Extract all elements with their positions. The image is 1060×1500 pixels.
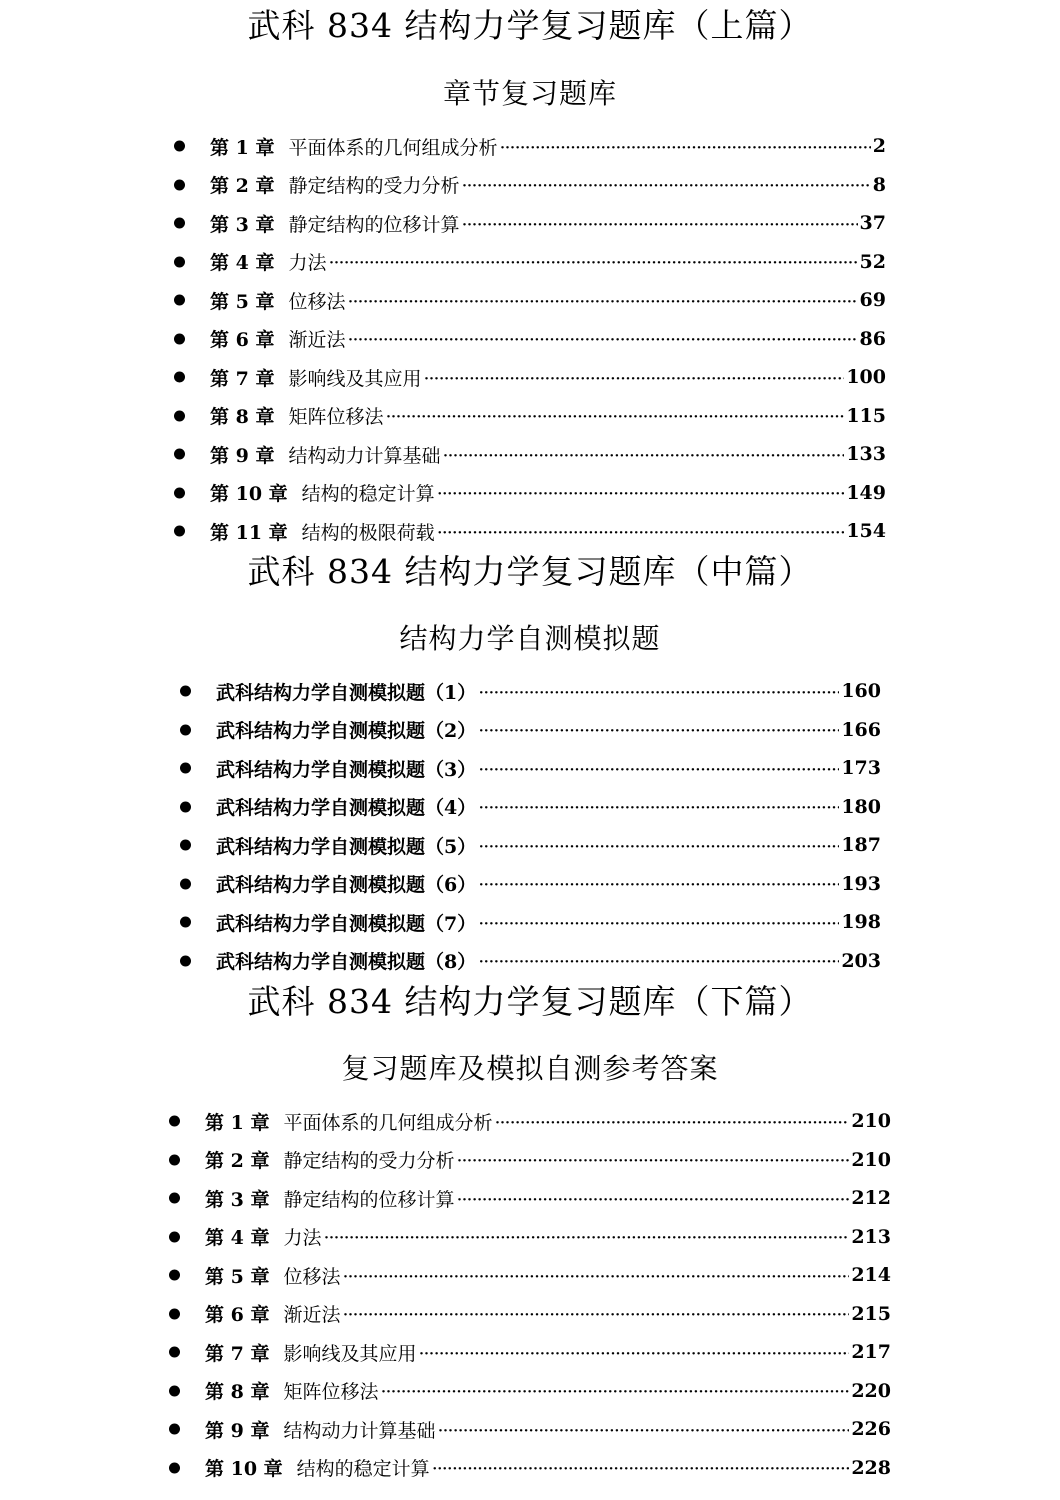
dot-leader <box>432 1456 850 1479</box>
page-number: 193 <box>841 872 881 895</box>
dot-leader <box>494 1110 849 1133</box>
page-number: 210 <box>851 1110 891 1133</box>
toc-entry[interactable] <box>205 1333 891 1372</box>
entry-title: 武科结构力学自测模拟题（4） <box>216 797 477 820</box>
toc-entry[interactable] <box>210 204 886 243</box>
entry-title: 武科结构力学自测模拟题（6） <box>216 874 477 897</box>
chapter-number: 第 8 章 <box>205 1381 270 1404</box>
entry-title: 渐近法 <box>288 329 346 352</box>
bullet-icon <box>180 917 191 928</box>
chapter-number: 第 11 章 <box>210 521 288 544</box>
entry-title: 平面体系的几何组成分析 <box>288 136 498 159</box>
toc-entry[interactable] <box>205 1449 891 1488</box>
part-c-toc-list <box>205 1102 891 1487</box>
toc-entry[interactable] <box>210 243 886 282</box>
page-number: 37 <box>859 212 886 235</box>
part-b-title: 武科 834 结构力学复习题库（中篇） <box>247 552 813 591</box>
dot-leader <box>328 250 857 273</box>
toc-entry[interactable] <box>216 903 881 942</box>
bullet-icon <box>180 840 191 851</box>
entry-title: 武科结构力学自测模拟题（8） <box>216 951 477 974</box>
bullet-icon <box>169 1116 180 1127</box>
page-number: 8 <box>872 173 886 196</box>
chapter-number: 第 7 章 <box>205 1342 270 1365</box>
bullet-icon <box>169 1424 180 1435</box>
dot-leader <box>437 520 845 543</box>
toc-entry[interactable] <box>210 358 886 397</box>
page-number: 133 <box>846 443 886 466</box>
page-number: 217 <box>851 1341 891 1364</box>
page-number: 149 <box>846 481 886 504</box>
entry-title: 矩阵位移法 <box>283 1381 379 1404</box>
entry-title: 渐近法 <box>283 1304 341 1327</box>
page-number: 154 <box>846 520 886 543</box>
bullet-icon <box>174 410 185 421</box>
dot-leader <box>478 680 839 703</box>
entry-title: 影响线及其应用 <box>283 1342 417 1365</box>
page-number: 210 <box>851 1148 891 1171</box>
dot-leader <box>478 949 839 972</box>
chapter-number: 第 9 章 <box>205 1419 270 1442</box>
toc-entry[interactable] <box>205 1410 891 1449</box>
page-number: 115 <box>846 404 886 427</box>
entry-title: 静定结构的受力分析 <box>283 1150 455 1173</box>
bullet-icon <box>169 1231 180 1242</box>
part-a-toc-list <box>210 127 886 551</box>
chapter-number: 第 10 章 <box>210 483 288 506</box>
toc-entry[interactable] <box>205 1102 891 1141</box>
page-number: 198 <box>841 911 881 934</box>
bullet-icon <box>174 141 185 152</box>
chapter-number: 第 10 章 <box>205 1458 283 1481</box>
bullet-icon <box>169 1154 180 1165</box>
bullet-icon <box>174 487 185 498</box>
page-number: 228 <box>851 1456 891 1479</box>
dot-leader <box>461 212 857 235</box>
dot-leader <box>342 1264 849 1287</box>
toc-entry[interactable] <box>216 942 881 981</box>
dot-leader <box>456 1148 849 1171</box>
bullet-icon <box>174 372 185 383</box>
chapter-number: 第 3 章 <box>205 1188 270 1211</box>
page-number: 86 <box>859 327 886 350</box>
page-number: 166 <box>841 718 881 741</box>
toc-entry[interactable] <box>210 474 886 513</box>
toc-entry[interactable] <box>205 1141 891 1180</box>
bullet-icon <box>180 686 191 697</box>
bullet-icon <box>169 1270 180 1281</box>
toc-entry[interactable] <box>216 749 881 788</box>
bullet-icon <box>180 763 191 774</box>
dot-leader <box>323 1225 849 1248</box>
dot-leader <box>478 795 839 818</box>
toc-entry[interactable] <box>210 435 886 474</box>
dot-leader <box>461 173 870 196</box>
bullet-icon <box>169 1347 180 1358</box>
bullet-icon <box>174 256 185 267</box>
page-number: 215 <box>851 1302 891 1325</box>
part-c-title: 武科 834 结构力学复习题库（下篇） <box>247 982 813 1021</box>
dot-leader <box>385 404 844 427</box>
bullet-icon <box>174 449 185 460</box>
page-number: 180 <box>841 795 881 818</box>
bullet-icon <box>174 526 185 537</box>
dot-leader <box>342 1302 849 1325</box>
dot-leader <box>478 718 839 741</box>
entry-title: 武科结构力学自测模拟题（7） <box>216 912 477 935</box>
dot-leader <box>437 1418 849 1441</box>
toc-entry[interactable] <box>216 672 881 711</box>
dot-leader <box>380 1379 849 1402</box>
chapter-number: 第 6 章 <box>205 1304 270 1327</box>
toc-entry[interactable] <box>210 512 886 551</box>
dot-leader <box>347 289 857 312</box>
bullet-icon <box>180 724 191 735</box>
toc-entry[interactable] <box>205 1218 891 1257</box>
bullet-icon <box>169 1193 180 1204</box>
part-a-title: 武科 834 结构力学复习题库（上篇） <box>247 6 813 45</box>
chapter-number: 第 2 章 <box>205 1150 270 1173</box>
bullet-icon <box>169 1462 180 1473</box>
entry-title: 武科结构力学自测模拟题（5） <box>216 835 477 858</box>
toc-entry[interactable] <box>210 166 886 205</box>
chapter-number: 第 6 章 <box>210 329 275 352</box>
entry-title: 结构的极限荷载 <box>301 521 435 544</box>
page-number: 160 <box>841 680 881 703</box>
chapter-number: 第 5 章 <box>210 290 275 313</box>
bullet-icon <box>180 878 191 889</box>
entry-title: 结构的稳定计算 <box>301 483 435 506</box>
part-c-subtitle: 复习题库及模拟自测参考答案 <box>341 1052 719 1085</box>
dot-leader <box>456 1187 849 1210</box>
chapter-number: 第 9 章 <box>210 444 275 467</box>
toc-entry[interactable] <box>216 788 881 827</box>
entry-title: 位移法 <box>283 1265 341 1288</box>
page-number: 69 <box>859 289 886 312</box>
toc-entry[interactable] <box>205 1295 891 1334</box>
chapter-number: 第 3 章 <box>210 213 275 236</box>
entry-title: 结构动力计算基础 <box>288 444 441 467</box>
page-number: 52 <box>859 250 886 273</box>
chapter-number: 第 8 章 <box>210 406 275 429</box>
bullet-icon <box>174 333 185 344</box>
toc-entry[interactable] <box>216 826 881 865</box>
bullet-icon <box>174 179 185 190</box>
entry-title: 静定结构的受力分析 <box>288 175 460 198</box>
chapter-number: 第 4 章 <box>205 1227 270 1250</box>
entry-title: 结构的稳定计算 <box>296 1458 430 1481</box>
bullet-icon <box>180 955 191 966</box>
page-number: 100 <box>846 366 886 389</box>
entry-title: 静定结构的位移计算 <box>283 1188 455 1211</box>
bullet-icon <box>180 801 191 812</box>
entry-title: 位移法 <box>288 290 346 313</box>
dot-leader <box>442 443 844 466</box>
entry-title: 力法 <box>283 1227 322 1250</box>
dot-leader <box>478 911 839 934</box>
toc-entry[interactable] <box>210 281 886 320</box>
chapter-number: 第 7 章 <box>210 367 275 390</box>
page-number: 203 <box>841 949 881 972</box>
part-a-subtitle: 章节复习题库 <box>442 77 617 110</box>
part-b-subtitle: 结构力学自测模拟题 <box>399 622 661 655</box>
toc-entry[interactable] <box>205 1179 891 1218</box>
entry-title: 静定结构的位移计算 <box>288 213 460 236</box>
dot-leader <box>347 327 857 350</box>
toc-entry[interactable] <box>216 865 881 904</box>
toc-entry[interactable] <box>210 320 886 359</box>
bullet-icon <box>169 1385 180 1396</box>
page-number: 214 <box>851 1264 891 1287</box>
toc-entry[interactable] <box>210 127 886 166</box>
chapter-number: 第 2 章 <box>210 175 275 198</box>
dot-leader <box>418 1341 849 1364</box>
chapter-number: 第 1 章 <box>205 1111 270 1134</box>
dot-leader <box>478 834 839 857</box>
bullet-icon <box>174 218 185 229</box>
page-number: 226 <box>851 1418 891 1441</box>
page-number: 173 <box>841 757 881 780</box>
page-number: 2 <box>872 135 886 158</box>
part-b-toc-list <box>216 672 881 980</box>
toc-entry[interactable] <box>210 397 886 436</box>
dot-leader <box>478 757 839 780</box>
page-number: 187 <box>841 834 881 857</box>
dot-leader <box>499 135 870 158</box>
dot-leader <box>478 872 839 895</box>
dot-leader <box>437 481 845 504</box>
chapter-number: 第 1 章 <box>210 136 275 159</box>
entry-title: 武科结构力学自测模拟题（3） <box>216 758 477 781</box>
chapter-number: 第 5 章 <box>205 1265 270 1288</box>
toc-entry[interactable] <box>205 1372 891 1411</box>
toc-entry[interactable] <box>205 1256 891 1295</box>
page-number: 212 <box>851 1187 891 1210</box>
bullet-icon <box>174 295 185 306</box>
entry-title: 武科结构力学自测模拟题（2） <box>216 720 477 743</box>
entry-title: 平面体系的几何组成分析 <box>283 1111 493 1134</box>
entry-title: 结构动力计算基础 <box>283 1419 436 1442</box>
dot-leader <box>423 366 844 389</box>
entry-title: 武科结构力学自测模拟题（1） <box>216 681 477 704</box>
page-number: 213 <box>851 1225 891 1248</box>
entry-title: 力法 <box>288 252 327 275</box>
entry-title: 矩阵位移法 <box>288 406 384 429</box>
bullet-icon <box>169 1308 180 1319</box>
toc-entry[interactable] <box>216 711 881 750</box>
entry-title: 影响线及其应用 <box>288 367 422 390</box>
page-number: 220 <box>851 1379 891 1402</box>
chapter-number: 第 4 章 <box>210 252 275 275</box>
